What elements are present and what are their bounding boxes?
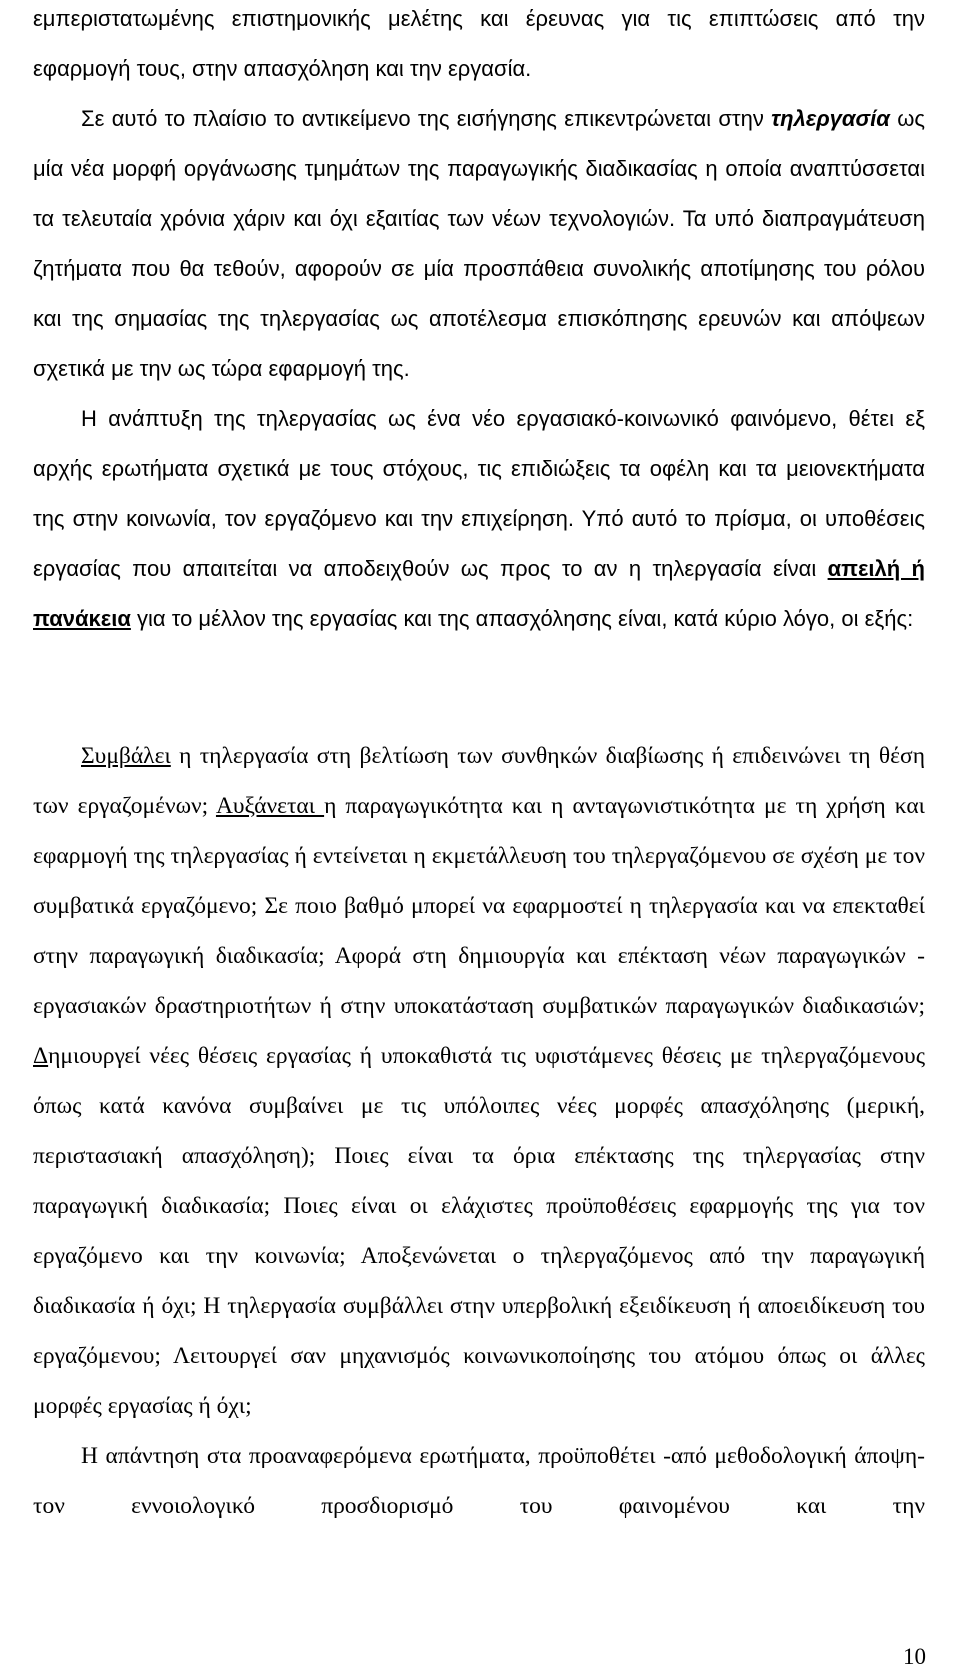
paragraph-hypotheses — [33, 731, 925, 1431]
paragraph-questions-intro — [33, 394, 925, 644]
page-number: 10 — [903, 1644, 926, 1669]
paragraph-text: εμπεριστατωμένης επιστημονικής μελέτης και έρευνας για τις επιπτώσεις από την εφαρμογή τους, στην απασχόληση και την εργασία. — [33, 6, 925, 81]
paragraph-text: Σε αυτό το πλαίσιο το αντικείμενο της εισήγησης επικεντρώνεται στην — [81, 106, 772, 131]
paragraph-subject — [33, 94, 925, 394]
paragraph-text: η τηλεργασία στη βελτίωση των συνθηκών διαβίωσης ή επιδεινώνει τη θέση των εργαζομένων; — [33, 743, 925, 819]
paragraph-text: ημιουργεί νέες θέσεις εργασίας ή υποκαθιστά τις υφιστάμενες θέσεις με τηλεργαζόμενους όπως κατά κανόνα συμβαίνει με τις υπόλοιπες νέες μορφές απασχόλησης (μερική, περιστασιακή απασχόληση); Ποιες είναι τα όρια επέκτασης της τηλεργασίας στην παραγωγική διαδικασία; Ποιες είναι οι ελάχιστες προϋποθέσεις εφαρμογής της για τον εργαζόμενο και την κοινωνία; Αποξενώνεται ο τηλεργαζόμενος από την παραγωγική διαδικασία ή όχι; Η τηλεργασία συμβάλλει στην υπερβολική εξειδίκευση ή αποειδίκευση του εργαζόμενου; Λειτουργεί σαν μηχανισμός κοινωνικοποίησης του ατόμου όπως οι άλλες μορφές εργασίας ή όχι; — [33, 1043, 925, 1419]
paragraph-answer — [33, 1431, 925, 1531]
paragraph-text: η παραγωγικότητα και η ανταγωνιστικότητα με τη χρήση και εφαρμογή της τηλεργασίας ή εντείνεται η εκμετάλλευση του τηλεργαζόμενου σε σχέση με τον συμβατικά εργαζόμενο; Σε ποιο βαθμό μπορεί να εφαρμοστεί η τηλεργασία και να επεκταθεί στην παραγωγική διαδικασία; Αφορά στη δημιουργία και επέκταση νέων παραγωγικών - εργασιακών δραστηριοτήτων ή στην υποκατάσταση συμβατικών παραγωγικών διαδικασιών; — [33, 793, 925, 1019]
paragraph-continuation — [33, 0, 925, 94]
emphasis-phrase: απειλή ή πανάκεια — [33, 556, 925, 631]
underlined-word: Αυξάνεται — [215, 793, 325, 819]
body-text-sans — [33, 0, 925, 644]
emphasis-term: τηλεργασία — [771, 106, 890, 131]
paragraph-text: για το μέλλον της εργασίας και της απασχόλησης είναι, κατά κύριο λόγο, οι εξής: — [130, 606, 914, 631]
underlined-letter: Δ — [33, 1043, 49, 1069]
underlined-word: Συμβάλει — [81, 743, 171, 769]
paragraph-text: ως μία νέα μορφή οργάνωσης τμημάτων της παραγωγικής διαδικασίας η οποία αναπτύσσεται τα τελευταία χρόνια χάριν και όχι εξαιτίας των νέων τεχνολογιών. Τα υπό διαπραγμάτευση ζητήματα που θα τεθούν, αφορούν σε μία προσπάθεια συνολικής αποτίμησης του ρόλου και της σημασίας της τηλεργασίας ως αποτέλεσμα επισκόπησης ερευνών και απόψεων σχετικά με την ως τώρα εφαρμογή της. — [33, 106, 925, 381]
body-text-serif — [33, 731, 925, 1531]
paragraph-text: Η ανάπτυξη της τηλεργασίας ως ένα νέο εργασιακό-κοινωνικό φαινόμενο, θέτει εξ αρχής ερωτήματα σχετικά με τους στόχους, τις επιδιώξεις τα οφέλη και τα μειονεκτήματα της στην κοινωνία, τον εργαζόμενο και την επιχείρηση. Υπό αυτό το πρίσμα, οι υποθέσεις εργασίας που απαιτείται να αποδειχθούν ως προς το αν η τηλεργασία είναι — [33, 406, 925, 581]
paragraph-text: Η απάντηση στα προαναφερόμενα ερωτήματα, προϋποθέτει -από μεθοδολογική άποψη- τον εννοιολογικό προσδιορισμό του φαινομένου και την — [33, 1443, 925, 1519]
